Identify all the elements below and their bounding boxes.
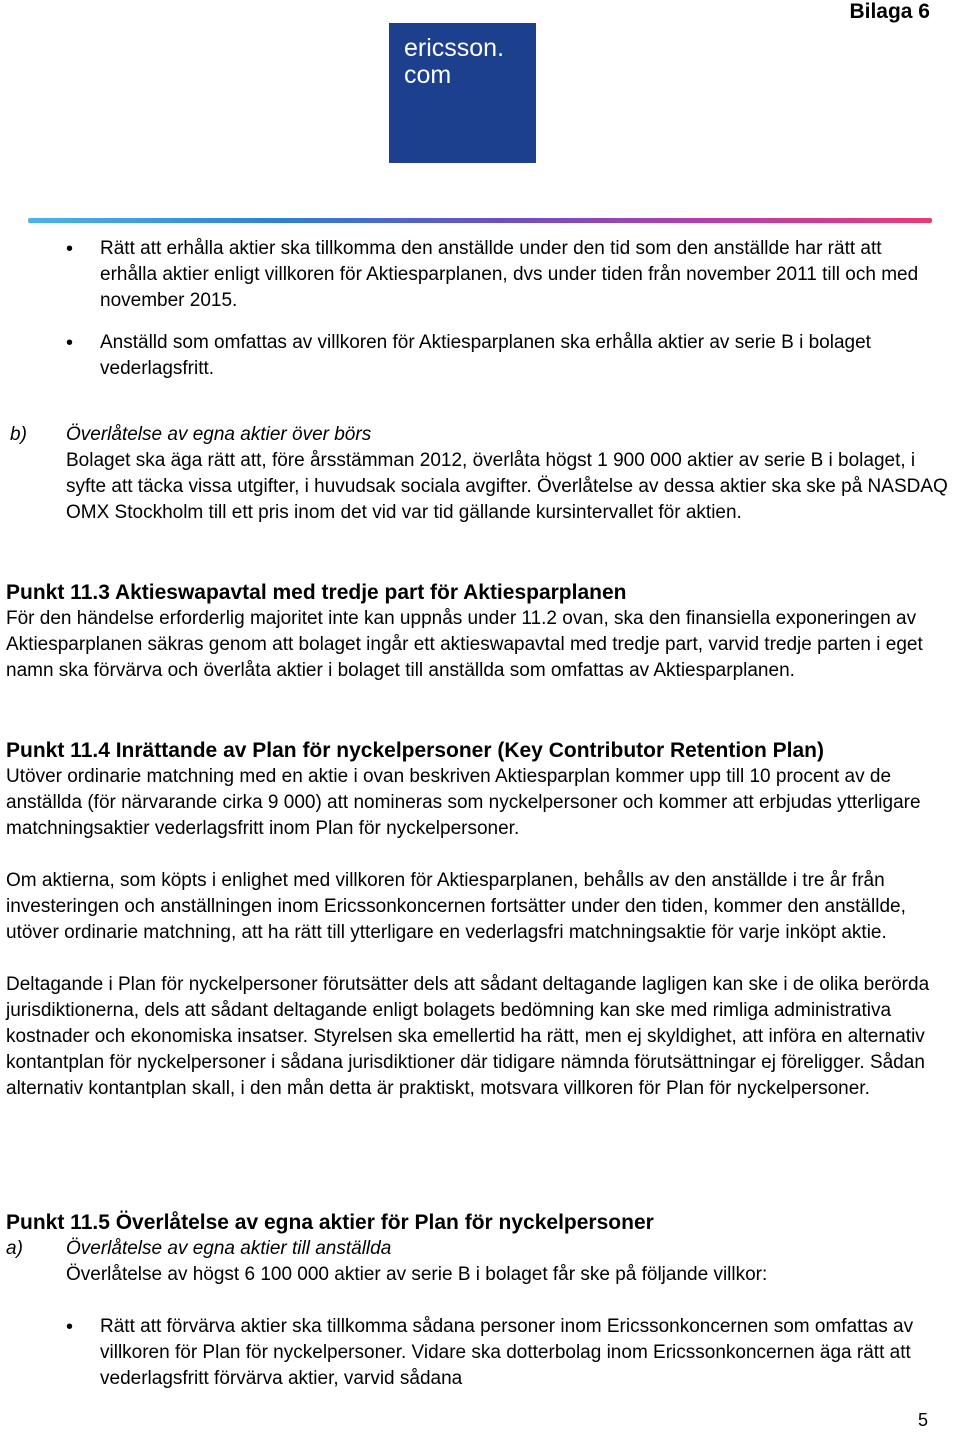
punkt-11-4-paragraph-1: Utöver ordinarie matchning med en aktie i ovan beskriven Aktiesparplan kommer upp till 10 procent av de anställda (för närvarande cirka 9 000) att nomineras som nyckelpersoner och kommer att erbjudas ytterligare matchningsaktier vederlagsfritt inom Plan för nyckelpersoner. [6, 766, 921, 839]
punkt-11-4-paragraph-2: Om aktierna, som köpts i enlighet med villkoren för Aktiesparplanen, behålls av den anställde i tre år från investeringen och anställningen inom Ericssonkoncernen fortsätter under den tiden, kommer den anställde, utöver ordinarie matchning, att ha rätt till ytterligare en vederlagsfri matchningsaktie för varje inköpt aktie. [6, 870, 906, 943]
punkt-11-5-heading: Punkt 11.5 Överlåtelse av egna aktier för Plan för nyckelpersoner [6, 1211, 654, 1234]
bullet-list-top [66, 236, 926, 398]
punkt-11-5-sub-title: Överlåtelse av egna aktier till anställda [66, 1238, 392, 1259]
section-b [10, 422, 950, 526]
punkt-11-5-sub-label: a) [6, 1238, 23, 1259]
logo-line-2: com [404, 61, 452, 89]
logo-line-1: ericsson. [404, 34, 505, 62]
page-number: 5 [917, 1410, 928, 1430]
punkt-11-3 [6, 579, 936, 684]
header-gradient-bar [28, 218, 932, 223]
list-item: • Rätt att erhålla aktier ska tillkomma den anställde under den tid som den anställde har rätt att erhålla aktier enligt villkoren för Aktiesparplanen, dvs under tiden från november 2011 till och med november 2015. [66, 236, 926, 314]
ericsson-logo [389, 23, 536, 163]
section-b-label: b) [10, 424, 27, 445]
punkt-11-4-paragraph-3: Deltagande i Plan för nyckelpersoner förutsätter dels att sådant deltagande lagligen kan ske i de olika berörda jurisdiktionerna, dels att sådant deltagande enligt bolagets bedömning kan ske med rimliga administrativa kostnader och ekonomiska insatser. Styrelsen ska emellertid ha rätt, men ej skyldighet, att införa en alternativ kontantplan för nyckelpersoner i sådana jurisdiktioner där tidigare nämnda förutsättningar ej föreligger. Sådan alternativ kontantplan skall, i den mån detta är praktiskt, motsvara villkoren för Plan för nyckelpersoner. [6, 974, 930, 1099]
punkt-11-3-heading: Punkt 11.3 Aktieswapavtal med tredje part för Aktiesparplanen [6, 581, 627, 604]
section-b-title: Överlåtelse av egna aktier över börs [66, 424, 372, 445]
bullet-list-bottom [66, 1314, 926, 1408]
section-b-text: Bolaget ska äga rätt att, före årsstämman 2012, överlåta högst 1 900 000 aktier av serie B i bolaget, i syfte att täcka vissa utgifter, i huvudsak sociala avgifter. Överlåtelse av dessa aktier ska ske på NASDAQ OMX Stockholm till ett pris inom det vid var tid gällande kursintervallet för aktien. [66, 450, 948, 523]
list-item: • Anställd som omfattas av villkoren för Aktiesparplanen ska erhålla aktier av serie B i bolaget vederlagsfritt. [66, 330, 926, 382]
list-item: • Rätt att förvärva aktier ska tillkomma sådana personer inom Ericssonkoncernen som omfattas av villkoren för Plan för nyckelpersoner. Vidare ska dotterbolag inom Ericssonkoncernen äga rätt att vederlagsfritt förvärva aktier, varvid sådana [66, 1314, 926, 1392]
punkt-11-5 [6, 1209, 936, 1288]
annex-label: Bilaga 6 [849, 0, 930, 23]
punkt-11-4-heading: Punkt 11.4 Inrättande av Plan för nyckelpersoner (Key Contributor Retention Plan) [6, 739, 825, 762]
punkt-11-3-text: För den händelse erforderlig majoritet inte kan uppnås under 11.2 ovan, ska den finansiella exponeringen av Aktiesparplanen säkras genom att bolaget ingår ett aktieswapavtal med tredje part, varvid tredje parten i eget namn ska förvärva och överlåta aktier i bolaget till anställda som omfattas av Aktiesparplanen. [6, 608, 923, 681]
punkt-11-4 [6, 737, 936, 1102]
punkt-11-5-sub-text: Överlåtelse av högst 6 100 000 aktier av serie B i bolaget får ske på följande villkor: [66, 1264, 768, 1285]
